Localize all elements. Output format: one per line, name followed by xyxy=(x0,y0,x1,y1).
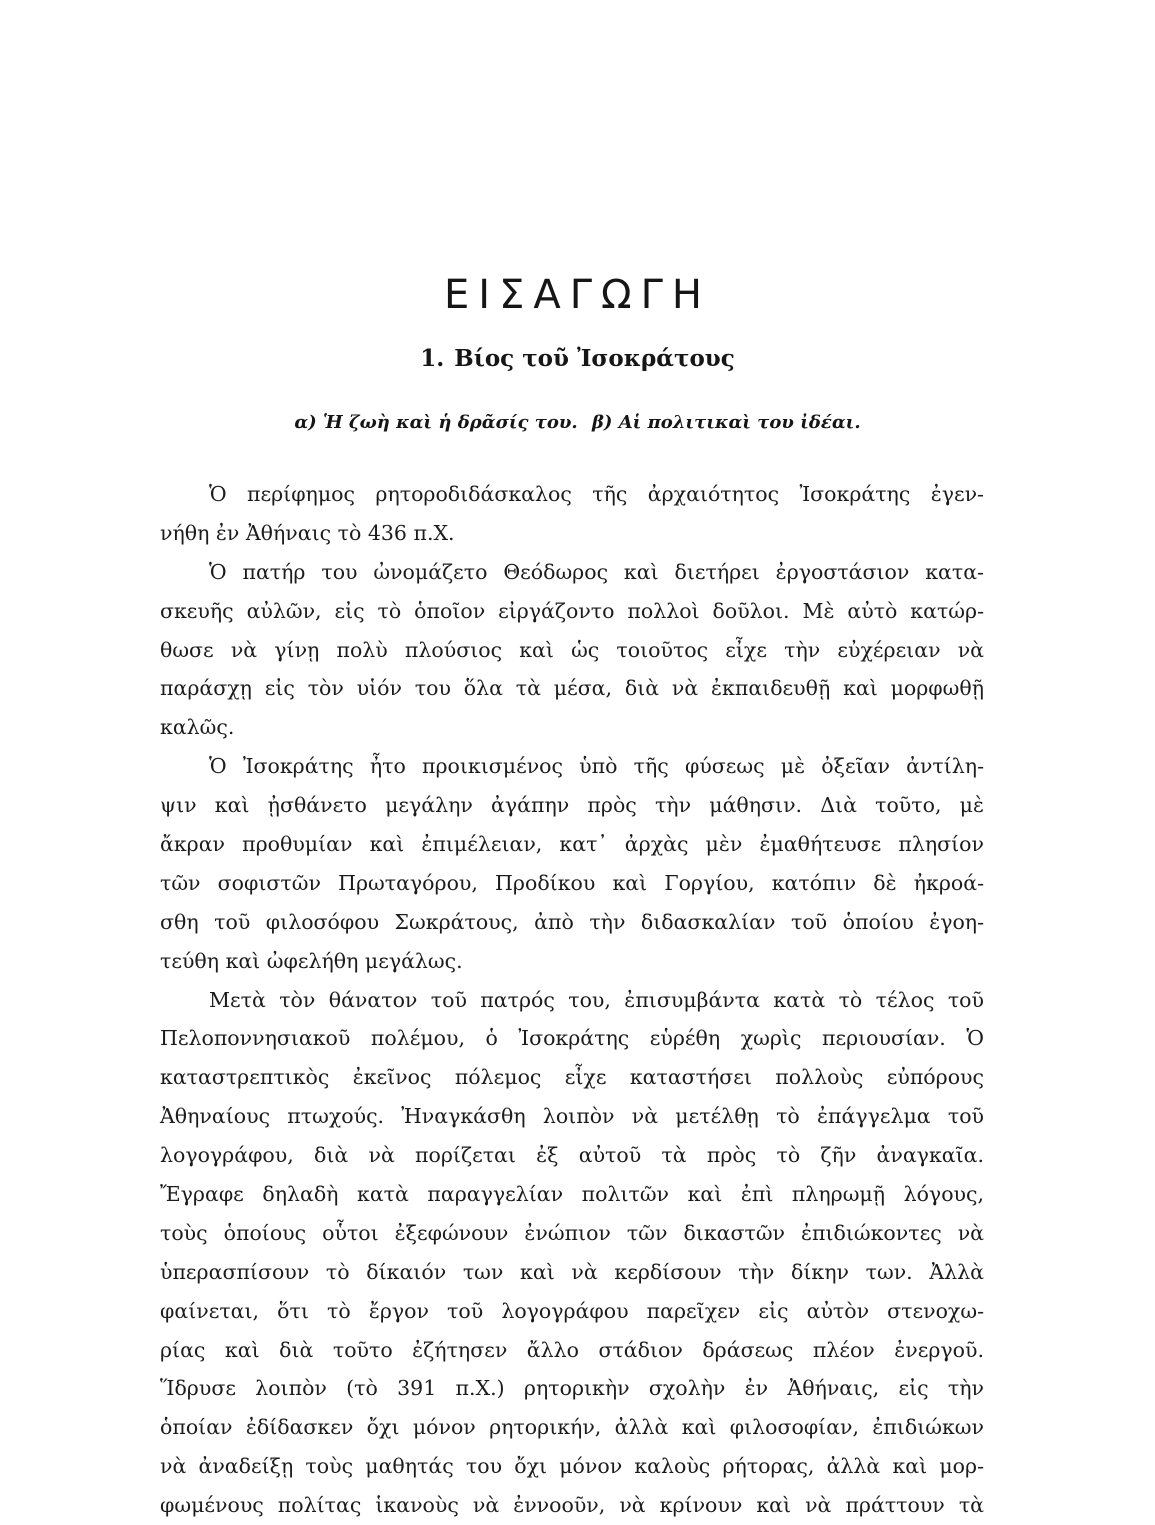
text-line: τεύθη καὶ ὠφελήθη μεγάλως. xyxy=(160,948,463,973)
text-line: καλῶς. xyxy=(160,715,235,740)
chapter-title: ΕΙΣΑΓΩΓΗ xyxy=(444,272,711,318)
text-line: λογογράφου, διὰ νὰ πορίζεται ἐξ αὐτοῦ τὰ πρὸς τὸ ζῆν ἀναγκαῖα. xyxy=(160,1143,984,1168)
text-line: ψιν καὶ ᾐσθάνετο μεγάλην ἀγάπην πρὸς τὴν μάθησιν. Διὰ τοῦτο, μὲ xyxy=(160,793,984,818)
text-line: Ἀθηναίους πτωχούς. Ἠναγκάσθη λοιπὸν νὰ μετέλθῃ τὸ ἐπάγγελμα τοῦ xyxy=(160,1104,984,1129)
text-line: σκευῆς αὐλῶν, εἰς τὸ ὁποῖον εἰργάζοντο πολλοὶ δοῦλοι. Μὲ αὐτὸ κατώρ- xyxy=(160,598,984,623)
section-number: 1. xyxy=(420,345,445,372)
text-line: τῶν σοφιστῶν Πρωταγόρου, Προδίκου καὶ Γοργίου, κατόπιν δὲ ἠκροά- xyxy=(160,870,984,895)
text-line: Μετὰ τὸν θάνατον τοῦ πατρός του, ἐπισυμβάντα κατὰ τὸ τέλος τοῦ xyxy=(209,987,984,1012)
section-title: Βίος τοῦ Ἰσοκράτους xyxy=(454,345,735,372)
subtitle-part-b: β) Αἱ πολιτικαὶ του ἰδέαι. xyxy=(591,412,861,433)
text-line: σθη τοῦ φιλοσόφου Σωκράτους, ἀπὸ τὴν διδασκαλίαν τοῦ ὁποίου ἐγοη- xyxy=(160,909,984,934)
section-heading xyxy=(0,345,1155,372)
text-line: ρίας καὶ διὰ τοῦτο ἐζήτησεν ἄλλο στάδιον δράσεως πλέον ἐνεργοῦ. xyxy=(160,1337,984,1362)
text-line: θωσε νὰ γίνῃ πολὺ πλούσιος καὶ ὡς τοιοῦτος εἶχε τὴν εὐχέρειαν νὰ xyxy=(160,637,984,662)
text-line: νήθη ἐν Ἀθήναις τὸ 436 π.Χ. xyxy=(160,520,455,545)
subtitle-part-a: α) Ἡ ζωὴ καὶ ἡ δρᾶσίς του. xyxy=(294,412,578,433)
text-line: Ὁ πατήρ του ὠνομάζετο Θεόδωρος καὶ διετήρει ἐργοστάσιον κατα- xyxy=(209,559,984,584)
text-line: Ἔγραφε δηλαδὴ κατὰ παραγγελίαν πολιτῶν καὶ ἐπὶ πληρωμῇ λόγους, xyxy=(160,1182,984,1207)
text-line: ὁποίαν ἐδίδασκεν ὄχι μόνον ρητορικήν, ἀλλὰ καὶ φιλοσοφίαν, ἐπιδιώκων xyxy=(160,1415,984,1440)
text-line: ἄκραν προθυμίαν καὶ ἐπιμέλειαν, κατ᾽ ἀρχὰς μὲν ἐμαθήτευσε πλησίον xyxy=(160,832,984,857)
section-subtitle xyxy=(0,412,1155,433)
text-line: Πελοποννησιακοῦ πολέμου, ὁ Ἰσοκράτης εὑρέθη χωρὶς περιουσίαν. Ὁ xyxy=(160,1026,984,1051)
text-line: Ἵδρυσε λοιπὸν (τὸ 391 π.Χ.) ρητορικὴν σχολὴν ἐν Ἀθήναις, εἰς τὴν xyxy=(160,1376,984,1401)
body-text xyxy=(160,475,984,1525)
text-line: τοὺς ὁποίους οὗτοι ἐξεφώνουν ἐνώπιον τῶν δικαστῶν ἐπιδιώκοντες νὰ xyxy=(160,1220,984,1245)
text-line: φωμένους πολίτας ἱκανοὺς νὰ ἐννοοῦν, νὰ κρίνουν καὶ νὰ πράττουν τὰ xyxy=(160,1493,984,1518)
text-line: παράσχῃ εἰς τὸν υἱόν του ὅλα τὰ μέσα, διὰ νὰ ἐκπαιδευθῇ καὶ μορφωθῇ xyxy=(160,676,984,701)
text-line: Ὁ περίφημος ρητοροδιδάσκαλος τῆς ἀρχαιότητος Ἰσοκράτης ἐγεν- xyxy=(209,482,984,506)
text-line: ὑπερασπίσουν τὸ δίκαιόν των καὶ νὰ κερδίσουν τὴν δίκην των. Ἀλλὰ xyxy=(160,1259,984,1284)
text-line: νὰ ἀναδείξῃ τοὺς μαθητάς του ὄχι μόνον καλοὺς ρήτορας, ἀλλὰ καὶ μορ- xyxy=(160,1454,984,1479)
text-line: Ὁ Ἰσοκράτης ἦτο προικισμένος ὑπὸ τῆς φύσεως μὲ ὀξεῖαν ἀντίλη- xyxy=(209,754,984,779)
text-line: φαίνεται, ὅτι τὸ ἔργον τοῦ λογογράφου παρεῖχεν εἰς αὐτὸν στενοχω- xyxy=(160,1298,984,1323)
text-line: καταστρεπτικὸς ἐκεῖνος πόλεμος εἶχε καταστήσει πολλοὺς εὐπόρους xyxy=(160,1065,984,1090)
